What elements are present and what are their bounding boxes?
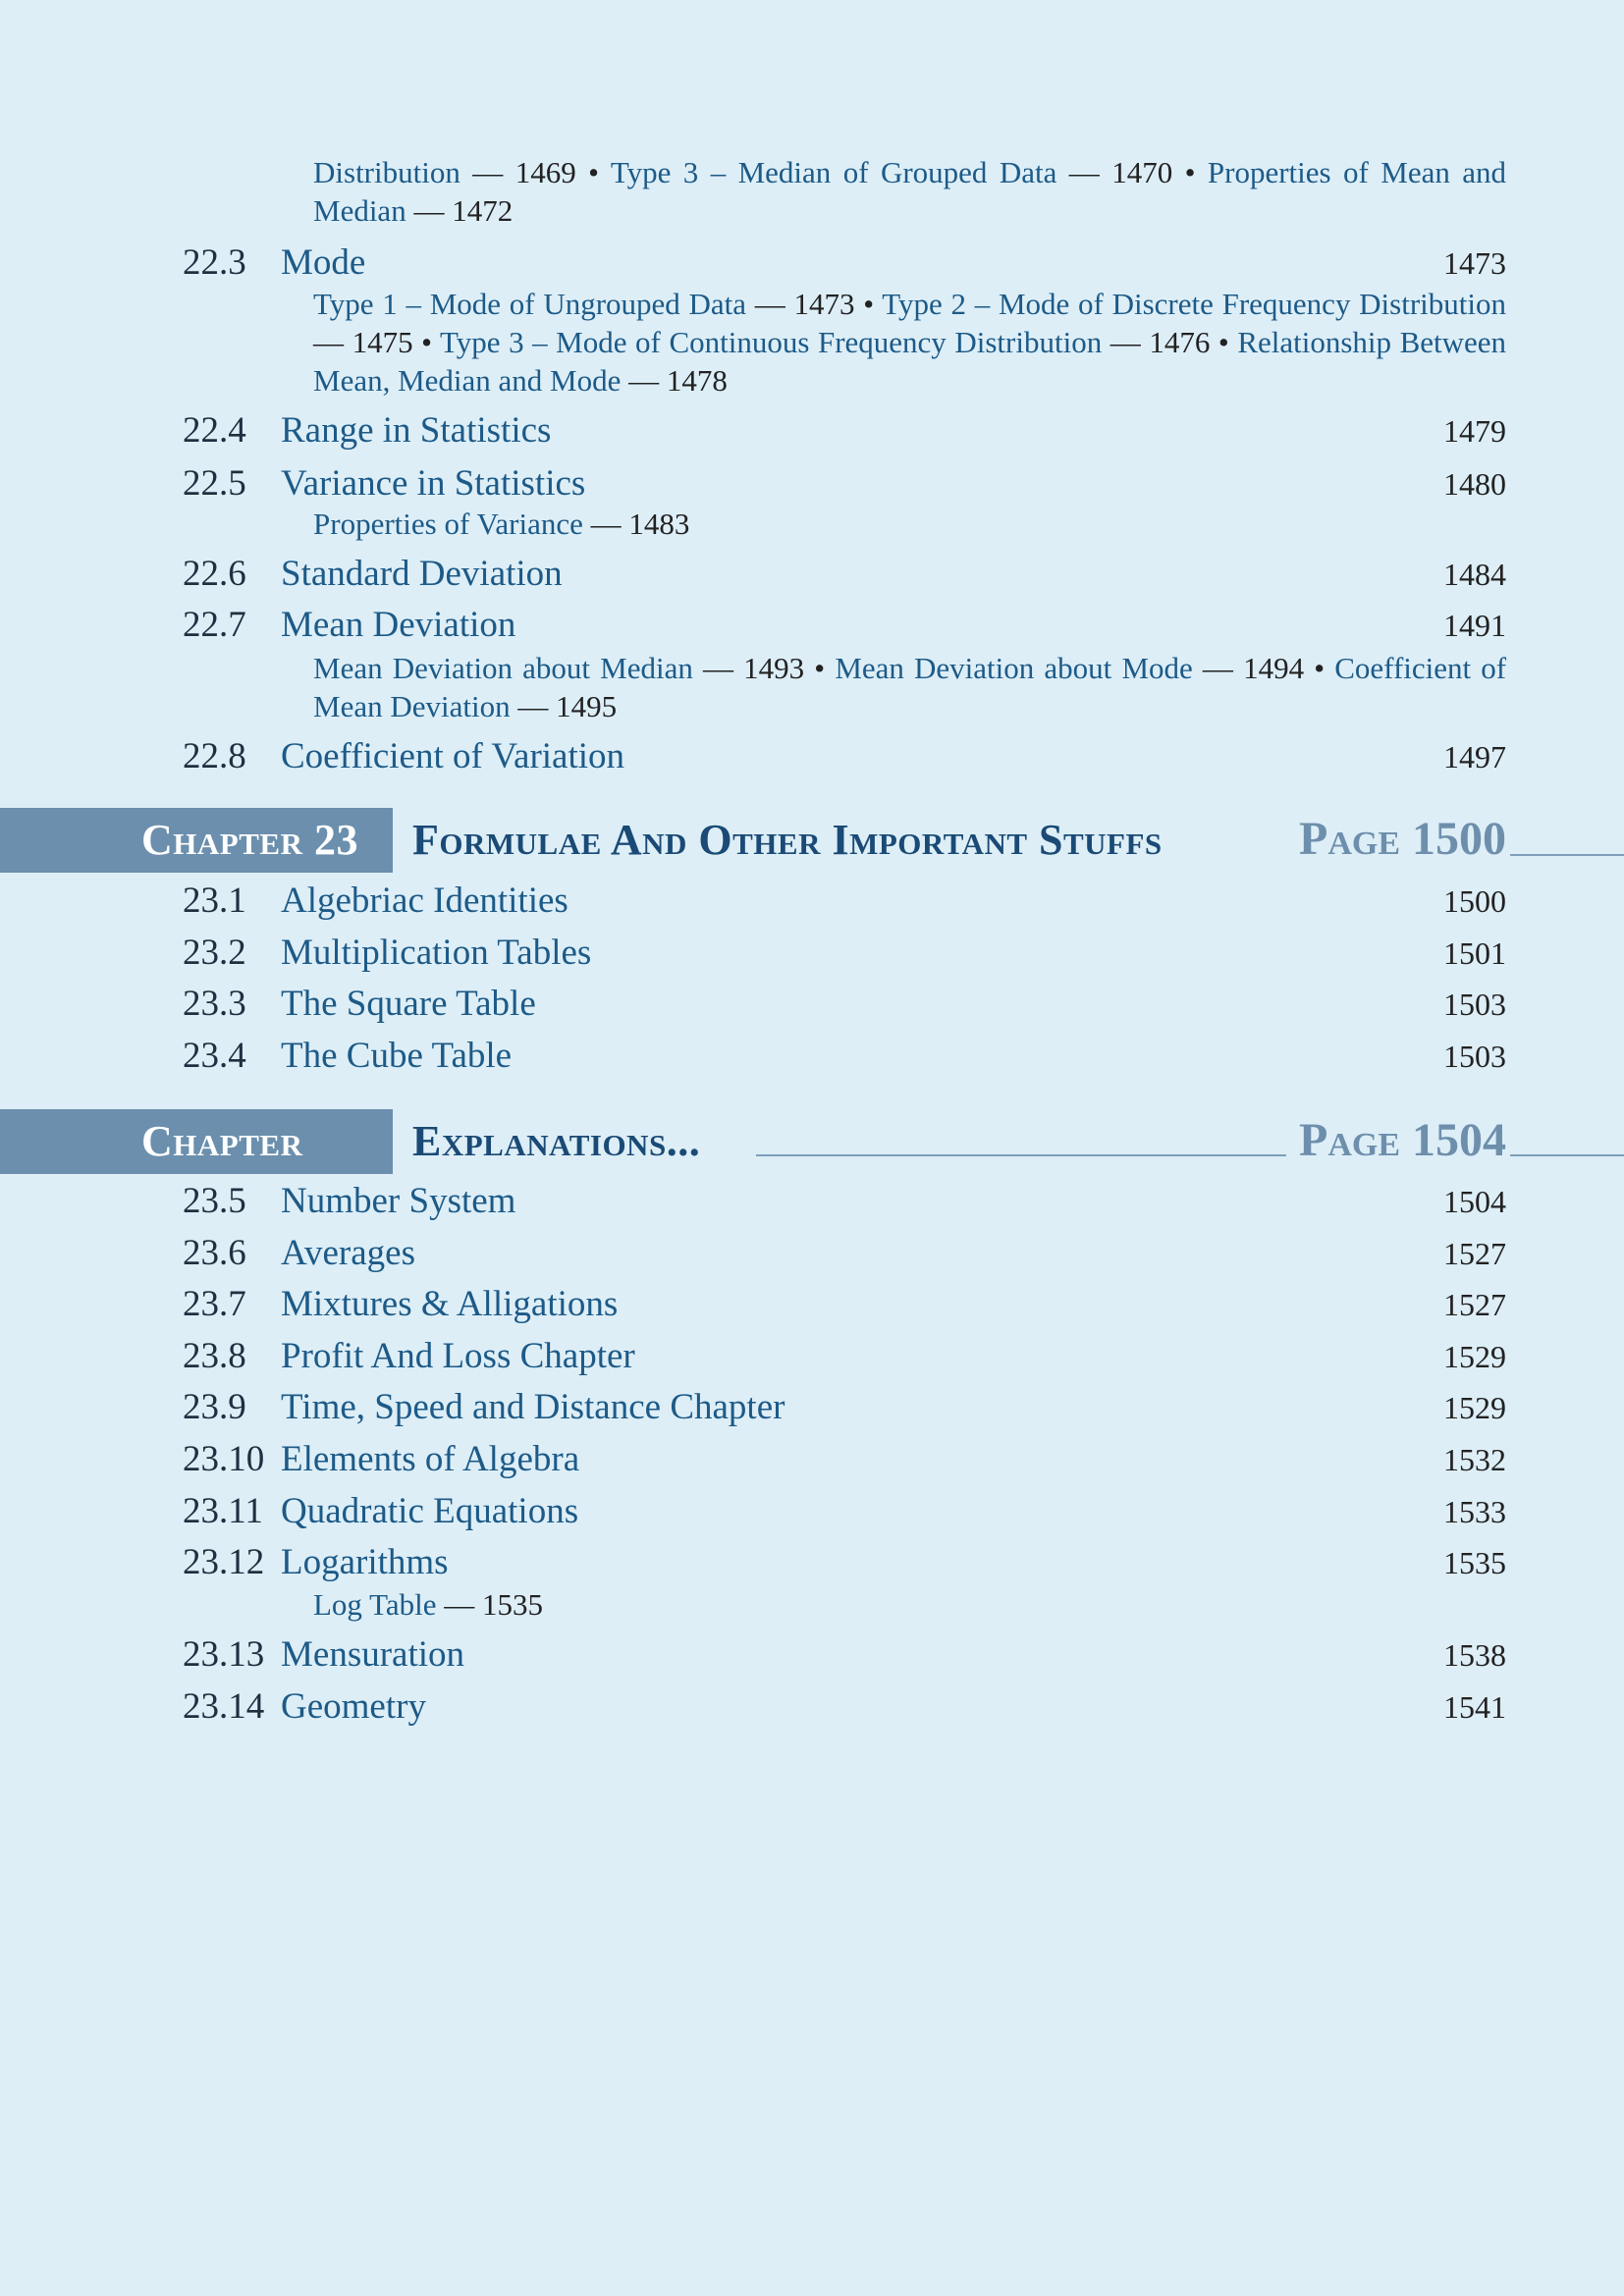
chapter-title: Explanations...	[412, 1117, 701, 1165]
section-page: 1497	[1443, 739, 1506, 774]
subentry-23-12: Log Table — 1535	[313, 1587, 544, 1622]
toc-entry-22-5[interactable]	[183, 461, 1506, 507]
chapter-label: Chapter 23	[141, 816, 358, 864]
section-title: Profit And Loss Chapter	[281, 1336, 635, 1376]
section-number: 23.11	[183, 1491, 263, 1531]
toc-entry-23-2[interactable]	[183, 931, 1506, 976]
chapter-page: Page 1504	[1299, 1114, 1506, 1166]
section-number: 23.13	[183, 1634, 265, 1675]
section-title: Mode	[281, 242, 366, 283]
section-page: 1503	[1443, 987, 1506, 1022]
section-title: Variance in Statistics	[281, 463, 586, 504]
section-number: 23.8	[183, 1336, 246, 1376]
section-title: Logarithms	[281, 1542, 449, 1582]
chapter-title: Formulae And Other Important Stuffs	[412, 816, 1163, 864]
section-page: 1535	[1443, 1545, 1506, 1580]
section-page: 1504	[1443, 1184, 1506, 1219]
chapter-page: Page 1500	[1299, 813, 1506, 865]
section-page: 1529	[1443, 1339, 1506, 1374]
section-number: 23.10	[183, 1439, 265, 1479]
section-title: Mensuration	[281, 1634, 465, 1675]
section-page: 1501	[1443, 935, 1506, 971]
chapter-leader-rule	[756, 1154, 1286, 1156]
section-title: The Square Table	[281, 984, 536, 1024]
section-number: 23.6	[183, 1233, 246, 1273]
subentry-22-2-continued: Distribution — 1469 • Type 3 – Median of Grouped Data — 1470 • Properties of Mean and Median — 1472	[313, 155, 1507, 228]
section-number: 23.4	[183, 1036, 246, 1076]
section-page: 1479	[1443, 413, 1506, 449]
toc-entry-23-14[interactable]	[183, 1684, 1506, 1730]
section-number: 22.5	[183, 463, 246, 504]
section-page: 1500	[1443, 883, 1506, 919]
toc-entry-23-6[interactable]	[183, 1231, 1506, 1276]
section-title: Averages	[281, 1233, 415, 1273]
section-number: 23.12	[183, 1542, 265, 1582]
section-title: Time, Speed and Distance Chapter	[281, 1387, 785, 1427]
subentry-22-5: Properties of Variance — 1483	[313, 507, 690, 541]
section-title: Coefficient of Variation	[281, 736, 625, 776]
section-title: The Cube Table	[281, 1036, 513, 1076]
toc-entry-23-4[interactable]	[183, 1034, 1506, 1079]
toc-entry-22-6[interactable]	[183, 552, 1506, 597]
section-number: 23.1	[183, 881, 246, 921]
section-title: Multiplication Tables	[281, 933, 592, 973]
toc-entry-23-11[interactable]	[183, 1489, 1506, 1534]
toc-entry-23-3[interactable]	[183, 982, 1506, 1027]
section-page: 1473	[1443, 245, 1506, 281]
toc-entry-23-12[interactable]	[183, 1540, 1506, 1585]
subentry-22-7: Mean Deviation about Median — 1493 • Mean Deviation about Mode — 1494 • Coefficient of Mean Deviation — 1495	[313, 651, 1507, 723]
section-page: 1503	[1443, 1039, 1506, 1074]
section-number: 22.6	[183, 554, 246, 594]
toc-entry-23-13[interactable]	[183, 1632, 1506, 1678]
section-page: 1491	[1443, 608, 1506, 643]
section-number: 23.5	[183, 1181, 246, 1221]
section-page: 1532	[1443, 1442, 1506, 1477]
section-title: Mean Deviation	[281, 605, 516, 645]
section-page: 1541	[1443, 1689, 1506, 1725]
section-title: Geometry	[281, 1686, 426, 1727]
section-number: 23.2	[183, 933, 246, 973]
section-number: 22.3	[183, 242, 246, 283]
section-number: 23.3	[183, 984, 246, 1024]
chapter-label: Chapter	[141, 1117, 303, 1165]
section-page: 1484	[1443, 557, 1506, 592]
section-page: 1527	[1443, 1287, 1506, 1322]
toc-entry-22-3[interactable]	[183, 240, 1506, 286]
section-page: 1529	[1443, 1390, 1506, 1425]
toc-entry-23-10[interactable]	[183, 1437, 1506, 1482]
toc-entry-23-5[interactable]	[183, 1179, 1506, 1224]
section-page: 1533	[1443, 1494, 1506, 1529]
section-page: 1527	[1443, 1236, 1506, 1271]
section-title: Quadratic Equations	[281, 1491, 579, 1531]
chapter-explanations-header[interactable]	[0, 1109, 1624, 1174]
section-title: Mixtures & Alligations	[281, 1284, 619, 1324]
toc-entry-22-8[interactable]	[183, 734, 1506, 779]
section-title: Number System	[281, 1181, 516, 1221]
toc-entry-23-8[interactable]	[183, 1334, 1506, 1379]
chapter-rule	[1510, 854, 1624, 856]
section-number: 23.14	[183, 1686, 265, 1727]
toc-entry-22-4[interactable]	[183, 408, 1506, 454]
section-title: Standard Deviation	[281, 554, 563, 594]
section-number: 22.4	[183, 410, 246, 451]
toc-entry-23-9[interactable]	[183, 1385, 1506, 1430]
subentry-22-3: Type 1 – Mode of Ungrouped Data — 1473 • Type 2 – Mode of Discrete Frequency Distribution — 1475 • Type 3 – Mode of Continuous Frequency Distribution — 1476 • Relationship Between Mean, Median and Mode — 1478	[313, 287, 1507, 398]
section-number: 22.7	[183, 605, 246, 645]
chapter-rule	[1510, 1154, 1624, 1156]
chapter-23-header[interactable]	[0, 808, 1624, 873]
toc-entry-23-7[interactable]	[183, 1282, 1506, 1327]
section-page: 1538	[1443, 1637, 1506, 1673]
toc-entry-23-1[interactable]	[183, 879, 1506, 924]
section-number: 23.7	[183, 1284, 246, 1324]
section-number: 23.9	[183, 1387, 246, 1427]
section-page: 1480	[1443, 466, 1506, 502]
toc-entry-22-7[interactable]	[183, 603, 1506, 648]
section-number: 22.8	[183, 736, 246, 776]
section-title: Algebriac Identities	[281, 881, 568, 921]
section-title: Range in Statistics	[281, 410, 552, 451]
section-title: Elements of Algebra	[281, 1439, 580, 1479]
